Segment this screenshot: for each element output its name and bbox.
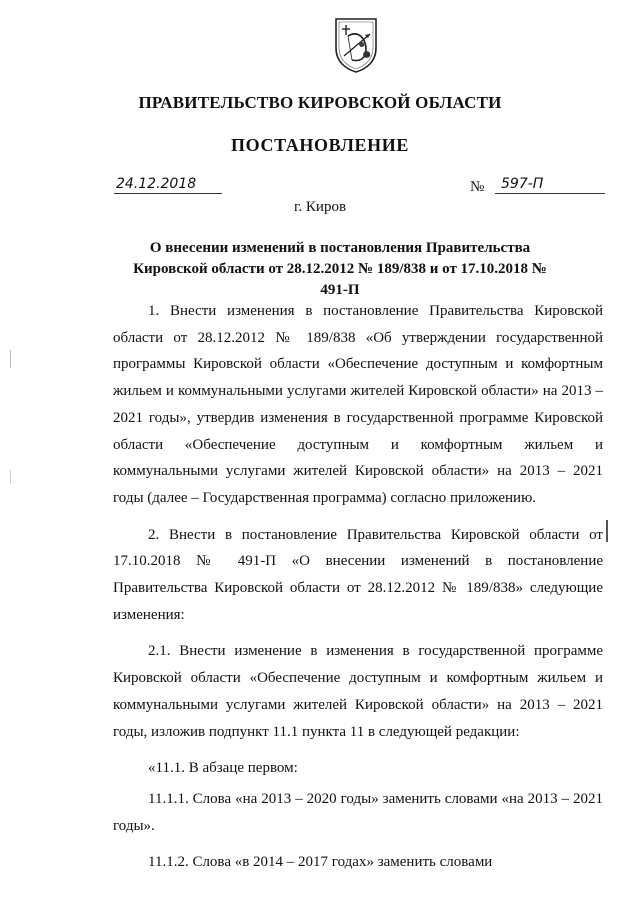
margin-mark xyxy=(606,520,608,542)
paragraph-quote-start: «11.1. В абзаце первом: xyxy=(148,760,298,777)
kirov-coat-of-arms-icon xyxy=(332,16,380,74)
document-subject: О внесении изменений в постановления Правительства Кировской области от 28.12.2012 № 189/838 и от 17.10.2018 № 491-П xyxy=(133,240,547,298)
document-body xyxy=(113,298,603,886)
document-number: 597-П xyxy=(495,176,605,194)
paragraph-11-1-2: 11.1.2. Слова «в 2014 – 2017 годах» заменить словами xyxy=(148,854,493,871)
number-label: № xyxy=(470,179,485,195)
scan-edge-mark xyxy=(10,470,11,484)
paragraph-2: 2. Внести в постановление Правительства Кировской области от 17.10.2018 № 491-П «О внесении изменений в постановление Правительства Кировской области от 28.12.2012 № 189/838» следующие изменения: xyxy=(113,526,603,623)
city: г. Киров xyxy=(293,199,347,215)
scan-edge-mark xyxy=(10,350,11,368)
paragraph-11-1-1: 11.1.1. Слова «на 2013 – 2020 годы» заменить словами «на 2013 – 2021 годы». xyxy=(113,790,603,834)
government-title: ПРАВИТЕЛЬСТВО КИРОВСКОЙ ОБЛАСТИ xyxy=(138,93,502,112)
document-type: ПОСТАНОВЛЕНИЕ xyxy=(231,135,409,155)
paragraph-2-1: 2.1. Внести изменение в изменения в государственной программе Кировской области «Обеспечение доступным и комфортным жильем и коммунальными услугами жителей Кировской области» на 2013 – 2021 годы, изложив подпункт 11.1 пункта 11 в следующей редакции: xyxy=(113,643,603,740)
paragraph-1: 1. Внести изменения в постановление Правительства Кировской области от 28.12.2012 № 189/838 «Об утверждении государственной программы Кировской области «Обеспечение доступным и комфортным жильем и коммунальными услугами жителей Кировской области» на 2013 – 2021 годы», утвердив изменения в государственной программе Кировской области «Обеспечение доступным и комфортным жильем и коммунальными услугами жителей Кировской области» на 2013 – 2021 годы (далее – Государственная программа) согласно приложению. xyxy=(113,303,603,506)
document-date: 24.12.2018 xyxy=(114,176,222,194)
